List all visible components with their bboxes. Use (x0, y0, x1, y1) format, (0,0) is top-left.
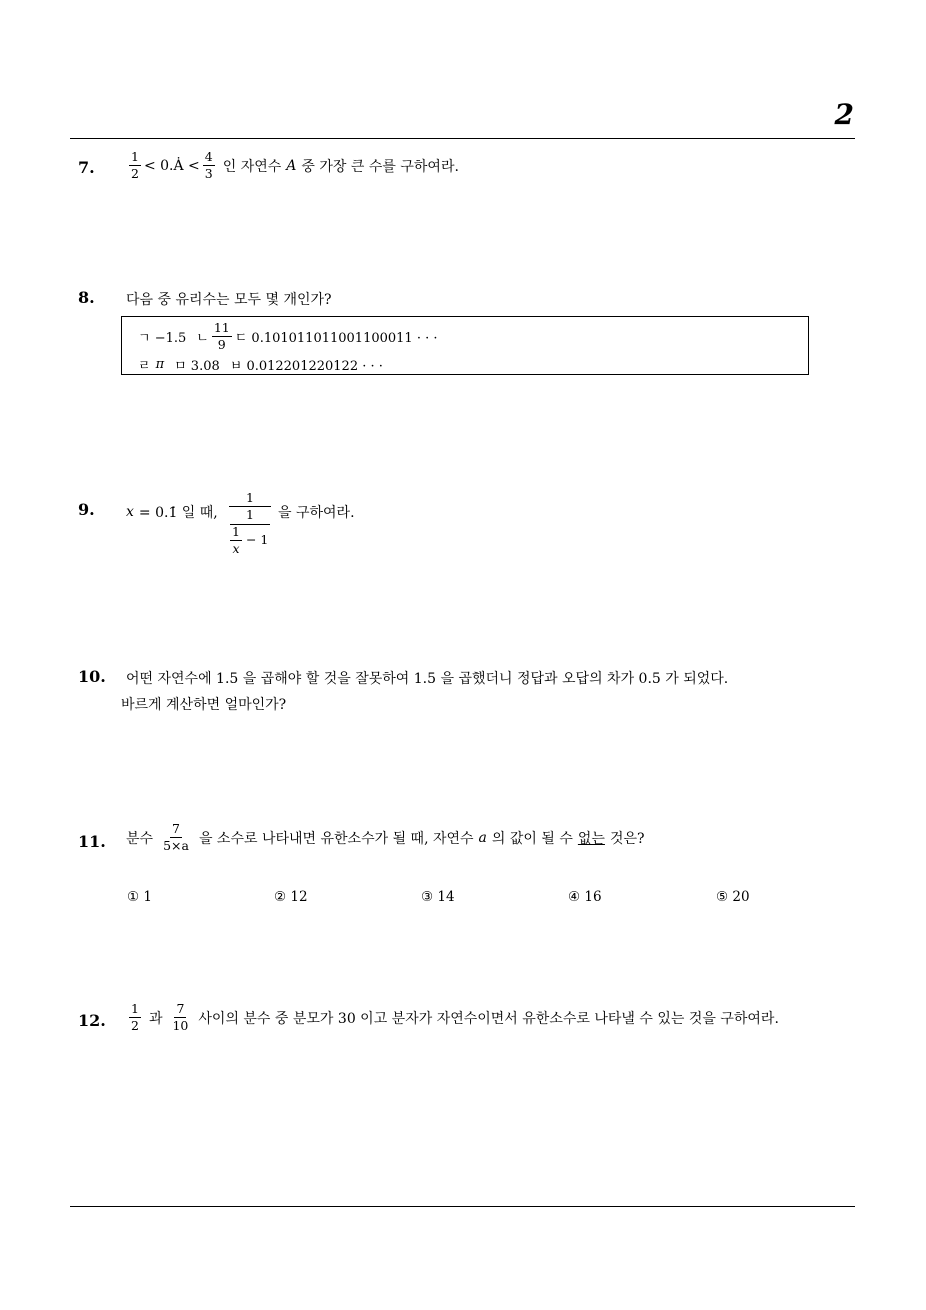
question-12-number: 12. (78, 1011, 106, 1030)
question-7-number: 7. (78, 158, 95, 177)
choice-3[interactable]: ③ 14 (421, 889, 455, 905)
complex-fraction: 1 1 $\frac{1}{x}$ − 1 (229, 491, 271, 557)
question-9-number: 9. (78, 500, 95, 519)
question-12: $\frac{1}{2}$ 과 $\frac{7}{10}$ 사이의 분수 중 분모가 30 이고 분자가 자연수이면서 유한소수로 나타낼 수 있는 것을 구하여라. (131, 1001, 779, 1034)
underlined-word: 없는 (577, 830, 605, 847)
question-7 (126, 150, 459, 182)
question-9-lhs: x = 0.1̇ 일 때, (126, 504, 218, 521)
fraction: $\frac{4}{3}$ (204, 149, 213, 182)
choice-5[interactable]: ⑤ 20 (716, 889, 750, 905)
question-8-number: 8. (78, 288, 95, 307)
header-rule (70, 138, 855, 139)
options-row-1: ㄱ −1.5 ㄴ $\frac{11}{9}$ ㄷ 0.101011011001100011 · · · (138, 320, 438, 353)
question-9-text: 을 구하여라. (278, 505, 355, 521)
question-10-number: 10. (78, 667, 106, 686)
question-8-text: 다음 중 유리수는 모두 몇 개인가? (126, 292, 332, 308)
choice-1[interactable]: ① 1 (127, 889, 152, 905)
choice-2[interactable]: ② 12 (274, 889, 308, 905)
question-text: 중 가장 큰 수를 구하여라. (301, 158, 459, 175)
choice-4[interactable]: ④ 16 (568, 889, 602, 905)
options-row-2: ㄹ π ㅁ 3.08 ㅂ 0.012201220122 · · · (138, 357, 383, 374)
inequality: < 0.Ȧ < (143, 157, 200, 174)
question-10-line-1: 어떤 자연수에 1.5 을 곱해야 할 것을 잘못하여 1.5 을 곱했더니 정답과 오답의 차가 0.5 가 되었다. (126, 671, 729, 687)
question-10-line-2: 바르게 계산하면 얼마인가? (121, 697, 287, 713)
options-box (121, 316, 809, 375)
question-11-number: 11. (78, 832, 106, 851)
fraction: $\frac{1}{2}$ (131, 149, 139, 182)
question-text: 인 자연수 (222, 158, 282, 175)
footer-rule (70, 1206, 855, 1207)
variable: A (286, 157, 297, 174)
question-11: 분수 $\frac{7}{5\times a}$ 을 소수로 나타내면 유한소수가 될 때, 자연수 a 의 값이 될 수 없는 것은? (126, 821, 645, 854)
page-number: 2 (834, 98, 854, 131)
